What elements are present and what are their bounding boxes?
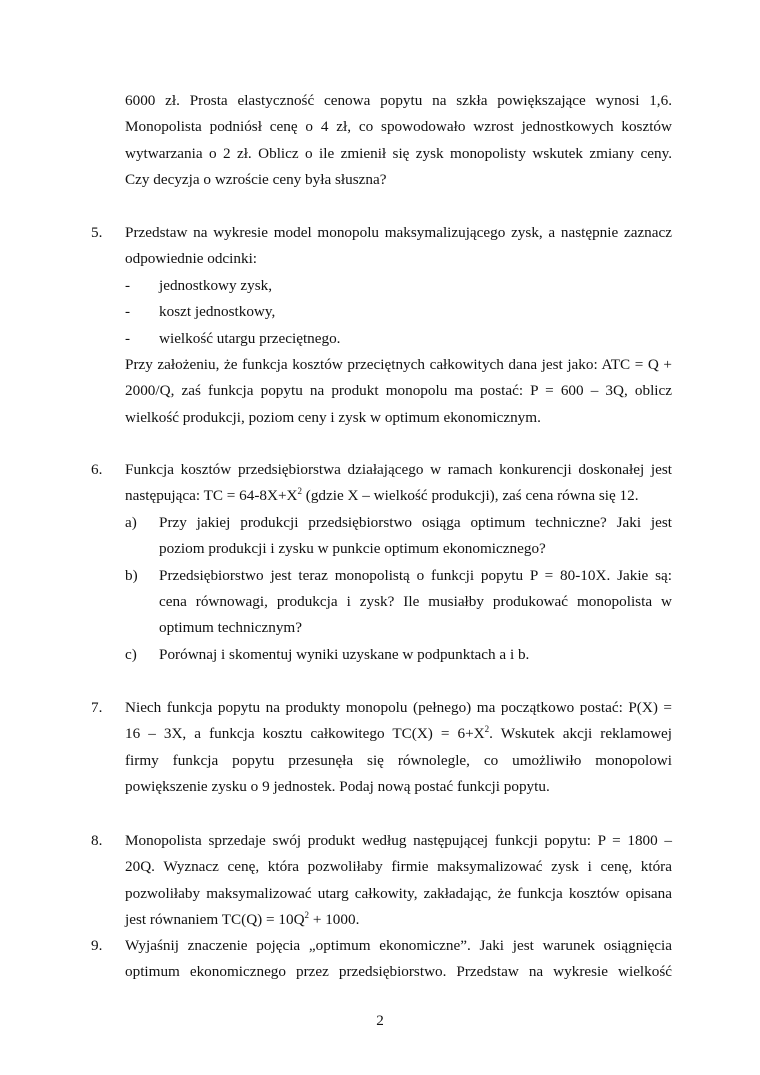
text-line [125,483,672,509]
text-segment: (gdzie X – wielkość produkcji), zaś cena równa się 12. [301,487,639,505]
bullet-dash: - [125,329,131,347]
text-line: Funkcja kosztów przedsiębiorstwa działającego w ramach konkurencji doskonałej jest [125,461,672,478]
text-segment: + 1000. [309,911,360,929]
question-6 [0,457,760,668]
text-line: optimum technicznym? [159,619,302,637]
text-line: Niech funkcja popytu na produkty monopolu (pełnego) ma początkowo postać: P(X) = [125,699,672,716]
text-segment: jest równaniem TC(Q) = 10Q [125,911,305,929]
text-segment: następująca: TC = 64-8X+X [125,487,298,505]
question-number: 8. [91,832,103,849]
intro-paragraph [0,88,760,194]
text-line: wytwarzania o 2 zł. Oblicz o ile zmienił się zysk monopolisty wskutek zmiany ceny. [125,144,672,162]
bullet-item: koszt jednostkowy, [159,303,276,321]
text-segment: . Wskutek akcji reklamowej [489,725,672,743]
page-number: 2 [376,1012,384,1029]
superscript: 2 [304,910,310,921]
subitem-label: b) [125,566,138,584]
text-line: wielkość produkcji, poziom ceny i zysk w optimum ekonomicznym. [125,408,541,426]
text-line: poziom produkcji i zysku w punkcie optimum ekonomicznego? [159,540,546,558]
text-line: Monopolista podniósł cenę o 4 zł, co spowodowało wzrost jednostkowych kosztów [125,118,672,136]
text-line: 6000 zł. Prosta elastyczność cenowa popytu na szkła powiększające wynosi 1,6. [125,92,672,109]
bullet-item: wielkość utargu przeciętnego. [159,329,341,347]
text-line: Monopolista sprzedaje swój produkt według następującej funkcji popytu: P = 1800 – [125,832,672,849]
bullet-dash: - [125,303,131,321]
text-line: Przy założeniu, że funkcja kosztów przeciętnych całkowitych dana jest jako: ATC = Q + [125,355,672,373]
question-number: 5. [91,224,103,241]
text-line: 2000/Q, zaś funkcja popytu na produkt monopolu ma postać: P = 600 – 3Q, oblicz [125,382,672,400]
text-segment: 16 – 3X, a funkcja kosztu całkowitego TC(X) = 6+X [125,725,485,743]
text-line: Przedsiębiorstwo jest teraz monopolistą o funkcji popytu P = 80-10X. Jakie są: [159,566,672,584]
text-line: powiększenie zysku o 9 jednostek. Podaj nową postać funkcji popytu. [125,778,550,796]
text-line: Wyjaśnij znaczenie pojęcia „optimum ekonomiczne”. Jaki jest warunek osiągnięcia [125,937,672,954]
text-line: odpowiednie odcinki: [125,250,258,268]
question-number: 9. [91,937,103,954]
superscript: 2 [484,724,490,735]
bullet-dash: - [125,276,131,294]
text-line: cena równowagi, produkcja i zysk? Ile musiałby produkować monopolista w [159,592,672,610]
question-8 [0,828,760,934]
superscript: 2 [297,486,302,497]
text-line: firmy funkcja popytu przesunęła się równolegle, co umożliwiło monopolowi [125,751,672,769]
subitem-label: c) [125,645,137,663]
question-7 [0,695,760,801]
text-line [125,721,672,747]
text-line [125,907,672,933]
question-number: 7. [91,699,103,716]
question-number: 6. [91,461,103,478]
text-line: Porównaj i skomentuj wyniki uzyskane w podpunktach a i b. [159,645,530,663]
text-line: Przy jakiej produkcji przedsiębiorstwo osiąga optimum techniczne? Jaki jest [159,513,672,531]
text-line: Przedstaw na wykresie model monopolu maksymalizującego zysk, a następnie zaznacz [125,224,672,241]
question-9 [0,933,760,986]
question-5 [0,220,760,431]
text-line: optimum ekonomicznego przez przedsiębiorstwo. Przedstaw na wykresie wielkość [125,963,672,981]
text-line: 20Q. Wyznacz cenę, która pozwoliłaby firmie maksymalizować zysk i cenę, która [125,858,672,876]
text-line: pozwoliłaby maksymalizować utarg całkowity, zakładając, że funkcja kosztów opisana [125,884,672,902]
bullet-item: jednostkowy zysk, [159,276,273,294]
subitem-label: a) [125,513,137,531]
text-line: Czy decyzja o wzroście ceny była słuszna? [125,171,387,189]
